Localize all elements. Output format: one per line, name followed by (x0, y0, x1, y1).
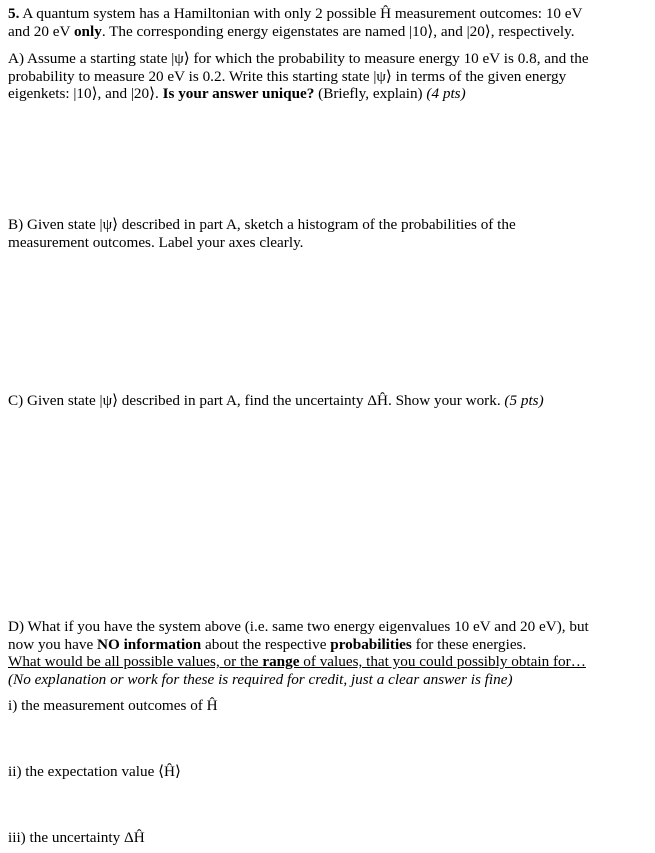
part-d-probabilities: probabilities (330, 635, 412, 653)
part-d-line-2 (8, 636, 648, 654)
question-number: 5. (8, 5, 20, 22)
part-c-text: C) Given state |ψ⟩ described in part A, find the uncertainty ΔĤ. Show your work. (8, 392, 505, 409)
question-5-intro (8, 5, 648, 40)
part-b (8, 216, 648, 251)
question-intro-emphasis-only: only (73, 22, 102, 40)
question-intro-text-2a: and 20 eV (8, 22, 74, 40)
part-c-line-1 (8, 392, 648, 410)
part-d-text-3b: of values, that you could possibly obtain for… (299, 653, 586, 670)
part-b-line-2: measurement outcomes. Label your axes clearly. (8, 233, 304, 251)
part-c (8, 392, 648, 410)
part-d-text-2b: about the respective (201, 635, 331, 653)
question-5-intro-line-2 (8, 23, 648, 41)
question-5-intro-line-1 (8, 5, 648, 23)
part-d-sub-i-text: i) the measurement outcomes of Ĥ (8, 697, 218, 714)
question-intro-text-2b: . The corresponding energy eigenstates are named |10⟩, and |20⟩, respectively. (101, 22, 575, 40)
part-d-sub-ii (8, 763, 648, 781)
part-d-range: range (262, 653, 300, 670)
part-d-sub-i (8, 697, 648, 715)
part-a-text-3a: eigenkets: |10⟩, and |20⟩. (8, 85, 163, 102)
part-d-sub-iii-text: iii) the uncertainty ΔĤ (8, 829, 145, 846)
part-d-line-4: (No explanation or work for these is required for credit, just a clear answer is fine) (8, 670, 513, 688)
part-c-points: (5 pts) (504, 392, 544, 409)
part-d (8, 618, 648, 688)
part-a-unique-question: Is your answer unique? (162, 85, 315, 102)
part-a-line-2: probability to measure 20 eV is 0.2. Write this starting state |ψ⟩ in terms of the given energy (8, 67, 567, 85)
part-d-no-information: NO information (97, 635, 202, 653)
part-a-line-3 (8, 85, 648, 103)
part-a-text-3b: (Briefly, explain) (314, 85, 427, 102)
part-d-text-2a: now you have (8, 635, 97, 653)
part-a-line-1: A) Assume a starting state |ψ⟩ for which the probability to measure energy 10 eV is 0.8, and the (8, 50, 589, 67)
part-d-line-1: D) What if you have the system above (i.e. same two energy eigenvalues 10 eV and 20 eV), but (8, 618, 589, 635)
question-intro-text-1: A quantum system has a Hamiltonian with only 2 possible Ĥ measurement outcomes: 10 eV (19, 5, 583, 22)
part-d-sub-ii-text: ii) the expectation value ⟨Ĥ⟩ (8, 763, 181, 780)
part-a (8, 50, 648, 103)
part-b-line-1: B) Given state |ψ⟩ described in part A, sketch a histogram of the probabilities of the (8, 216, 516, 233)
part-d-line-3 (8, 653, 648, 671)
part-d-sub-iii (8, 829, 648, 847)
part-d-text-2c: for these energies. (411, 635, 527, 653)
part-a-points: (4 pts) (426, 85, 466, 102)
part-d-text-3a: What would be all possible values, or the (8, 653, 263, 670)
